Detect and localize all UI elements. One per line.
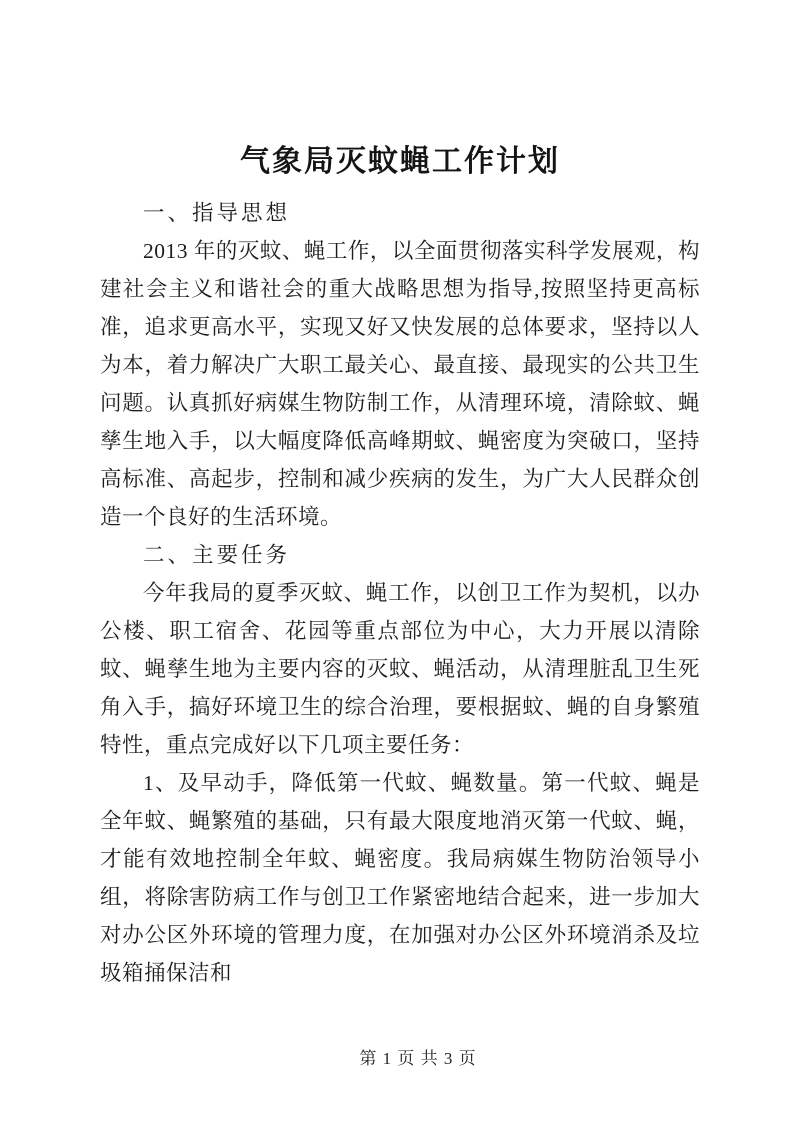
document-title: 气象局灭蚊蝇工作计划 (240, 145, 560, 178)
page-number-indicator: 第 1 页 共 3 页 (359, 1049, 477, 1068)
paragraph-guiding-ideology: 2013 年的灭蚊、蝇工作，以全面贯彻落实科学发展观，构建社会主义和谐社会的重大战略思想为指导,按照坚持更高标准，追求更高水平，实现又好又快发展的总体要求，坚持以人为本，着力解决广大职工最关心、最直接、最现实的公共卫生问题。认真抓好病媒生物防制工作，从清理环境，清除蚊、蝇孳生地入手，以大幅度降低高峰期蚊、蝇密度为突破口，坚持高标准、高起步，控制和减少疾病的发生，为广大人民群众创造一个良好的生活环境。 (100, 239, 700, 529)
paragraph-task-1: 1、及早动手，降低第一代蚊、蝇数量。第一代蚊、蝇是全年蚊、蝇繁殖的基础，只有最大限度地消灭第一代蚊、蝇，才能有效地控制全年蚊、蝇密度。我局病媒生物防治领导小组，将除害防病工作与创卫工作紧密地结合起来，进一步加大对办公区外环境的管理力度，在加强对办公区外环境消杀及垃圾箱捅保洁和 (100, 771, 700, 985)
paragraph-main-tasks-intro: 今年我局的夏季灭蚊、蝇工作，以创卫工作为契机，以办公楼、职工宿舍、花园等重点部位为中心，大力开展以清除蚊、蝇孳生地为主要内容的灭蚊、蝇活动，从清理脏乱卫生死角入手，搞好环境卫生的综合治理，要根据蚊、蝇的自身繁殖特性，重点完成好以下几项主要任务： (100, 581, 700, 757)
section-heading-main-tasks: 二、主要任务 (143, 543, 291, 567)
section-heading-guiding-ideology: 一、指导思想 (143, 201, 291, 225)
page-footer (18, 1044, 800, 1069)
document-body (100, 194, 700, 992)
